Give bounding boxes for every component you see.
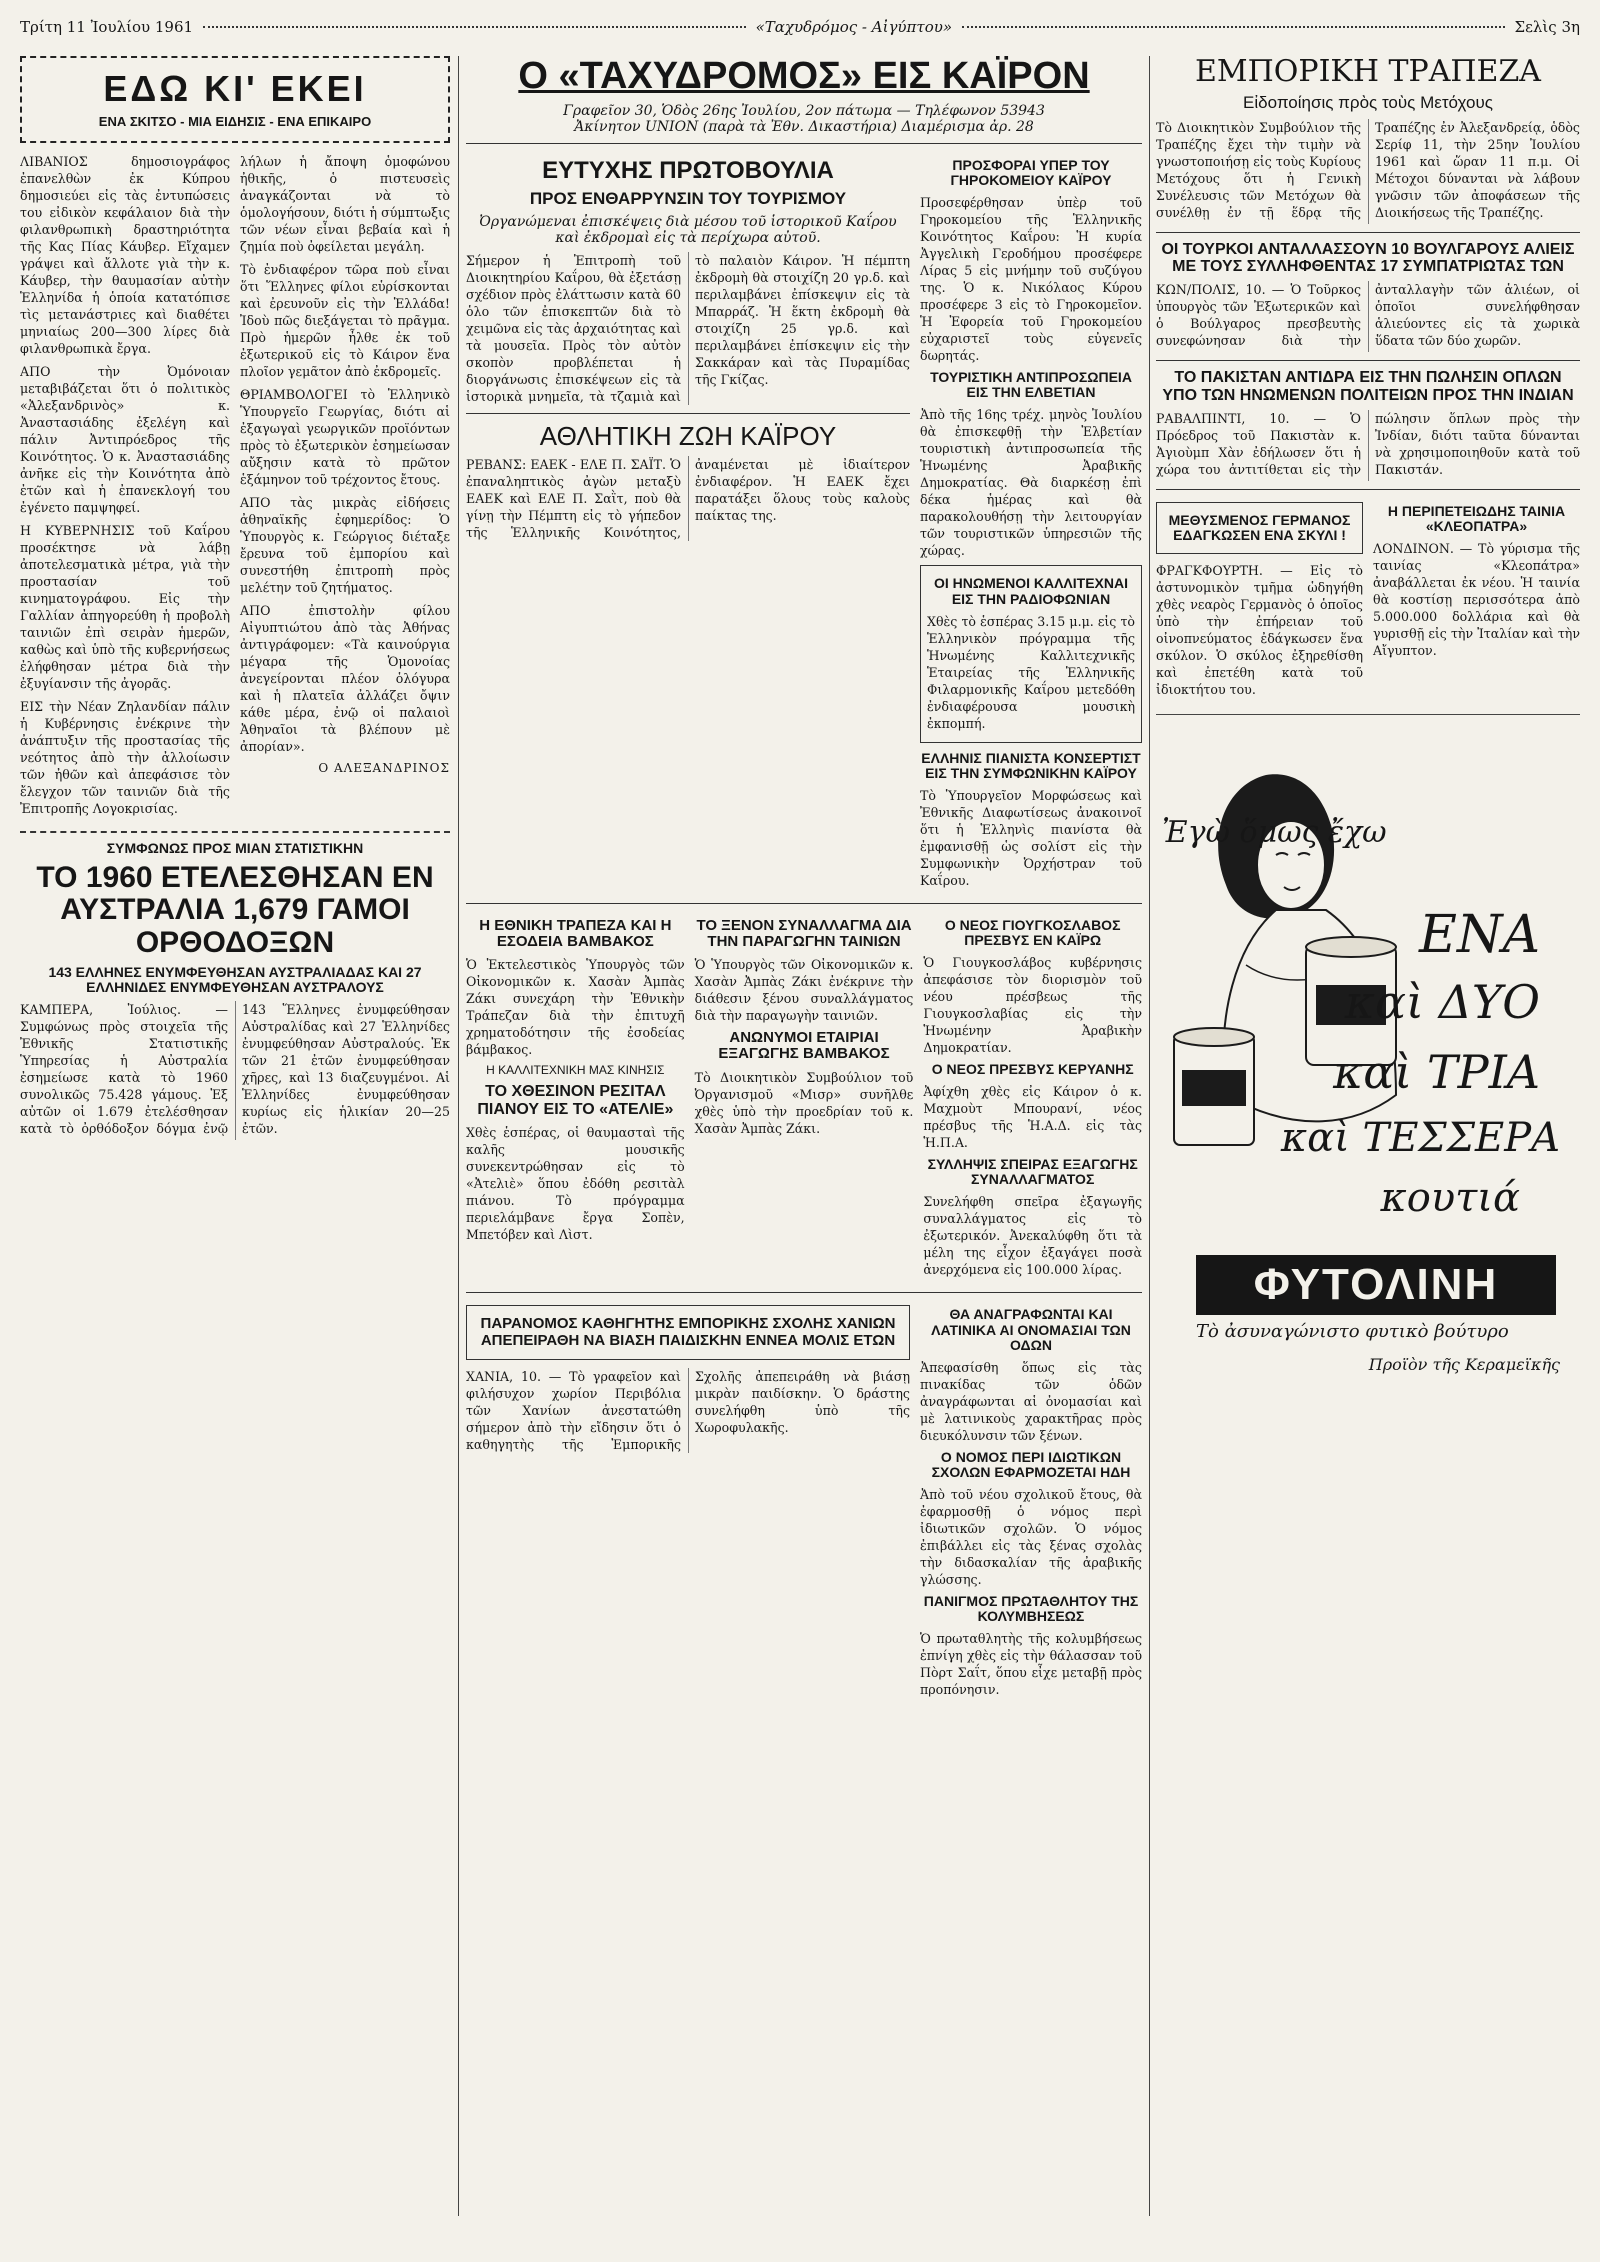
article-headline: ΠΑΡΑΝΟΜΟΣ ΚΑΘΗΓΗΤΗΣ ΕΜΠΟΡΙΚΗΣ ΣΧΟΛΗΣ ΧΑΝΙΩΝ ΑΠΕΠΕΙΡΑΘΗ ΝΑ ΒΙΑΣΗ ΠΑΙΔΙΣΚΗΝ ΕΝΝΕΑ ΜΟΛΙΣ ΕΤΩΝ <box>480 1315 896 1349</box>
paragraph: Τὸ Διοικητικὸν Συμβούλιον τῆς Τραπέζης ἔχει τὴν τιμὴν νὰ γνωστοποιήσῃ εἰς τοὺς Κυρίους Μετόχους ὅτι ἡ Γενικὴ Συνέλευσις τῶν Μετόχων θὰ συνέλθῃ ἐν τῇ ἕδρᾳ τῆς Τραπέζης ἐν Ἀλεξανδρείᾳ, ὁδὸς Σερίφ 11, τὴν 25ην Ἰουλίου 1961 καὶ ὥραν 11 π.μ. Οἱ Μέτοχοι δύνανται νὰ λάβουν γνῶσιν τῶν ἀποφάσεων τῆς Διοικήσεως τῆς Τραπέζης. <box>1156 119 1580 220</box>
article-headline: ΕΥΤΥΧΗΣ ΠΡΩΤΟΒΟΥΛΙΑ <box>542 157 834 185</box>
paragraph: Ὁ πρωταθλητὴς τῆς κολυμβήσεως ἐπνίγη χθὲς εἰς τὴν θάλασσαν τοῦ Πὸρτ Σαΐτ, ὅπου εἶχε μεταβῇ πρὸς προπόνησιν. <box>920 1631 1142 1698</box>
paragraph: Η ΚΥΒΕΡΝΗΣΙΣ τοῦ Καΐρου προσέκτησε νὰ λάβῃ ἀποτελεσματικὰ μέτρα, γιὰ τὴν προστασίαν τοῦ κινηματογράφου. Εἰς τὴν Γαλλίαν ἀπηγορεύθη ἡ προβολὴ ταινιῶν ἐπὶ σειρὰν ἡμερῶν, καθὼς καὶ ὑπὸ τῆς κυβερνήσεως ἐλήφθησαν μέτρα διὰ τὴν ἐξυγίανσιν τῆς ἀγορᾶς. <box>20 522 230 691</box>
article-headline: ΠΡΟΣΦΟΡΑΙ ΥΠΕΡ ΤΟΥ ΓΗΡΟΚΟΜΕΙΟΥ ΚΑΪΡΟΥ <box>950 157 1112 189</box>
bank-notice-subtitle: Εἰδοποίησις πρὸς τοὺς Μετόχους <box>1243 93 1493 113</box>
paragraph: ΑΠΟ τὴν Ὀμόνοιαν μεταβιβάζεται ὅτι ὁ πολιτικὸς «Ἀλεξανδρινὸς» κ. Ἀναστασιάδης ἐξελέγη καὶ πάλιν Ἀντιπρόεδρος τῆς Κοινότητος. Ὁ κ. Ἀναστασιάδης ἀνῆκε εἰς τὴν Κοινότητα ἀπὸ ἐτῶν καὶ ἡ ἐπανεκλογή του ἐγένετο παμψηφεί. <box>20 363 230 515</box>
ad-line: καὶ ΔΥΟ <box>1344 975 1540 1030</box>
bank-notice-title: ΕΜΠΟΡΙΚΗ ΤΡΑΠΕΖΑ <box>1195 56 1541 89</box>
column-box-here-and-there <box>20 56 450 143</box>
phytoline-advertisement <box>1156 714 1580 1415</box>
article-deck: Ὀργανώμεναι ἐπισκέψεις διὰ μέσου τοῦ ἱστορικοῦ Καΐρου καὶ ἐκδρομαὶ εἰς τὰ περίχωρα αὐτοῦ. <box>479 214 897 247</box>
divider <box>466 413 910 414</box>
newspaper-page <box>20 14 1580 2224</box>
masthead-rule <box>203 26 746 28</box>
office-line-2: Ἀκίνητον UNION (παρὰ τὰ Ἐθν. Δικαστήρια) Διαμέρισμα ἀρ. 28 <box>574 119 1034 136</box>
divider <box>466 143 1142 144</box>
article-subheadline: ΠΡΟΣ ΕΝΘΑΡΡΥΝΣΙΝ ΤΟΥ ΤΟΥΡΙΣΜΟΥ <box>529 188 847 208</box>
box-title: ΕΔΩ ΚΙ' ΕΚΕΙ <box>103 68 367 109</box>
article-headline: ΠΑΝΙΓΜΟΣ ΠΡΩΤΑΘΛΗΤΟΥ ΤΗΣ ΚΟΛΥΜΒΗΣΕΩΣ <box>923 1593 1139 1625</box>
divider <box>1156 360 1580 361</box>
column-divider <box>458 56 459 2216</box>
divider <box>20 831 450 833</box>
stats-subheadline: 143 ΕΛΛΗΝΕΣ ΕΝΥΜΦΕΥΘΗΣΑΝ ΑΥΣΤΡΑΛΙΑΔΑΣ ΚΑΙ 27 ΕΛΛΗΝΙΔΕΣ ΕΝΥΜΦΕΥΘΗΣΑΝ ΑΥΣΤΡΑΛΟΥΣ <box>48 964 422 996</box>
column-box-body <box>20 153 450 823</box>
paragraph: ΚΩΝ/ΠΟΛΙΣ, 10. — Ὁ Τοῦρκος ὑπουργὸς τῶν Ἐξωτερικῶν καὶ ὁ Βούλγαρος πρεσβευτὴς συνεφώνησαν διὰ τὴν ἀνταλλαγὴν τῶν ἁλιέων, οἱ ὁποῖοι συνελήφθησαν ἁλιεύοντες εἰς τὰ χωρικὰ ὕδατα τῶν δύο χωρῶν. <box>1156 282 1580 349</box>
newspaper-name: «Ταχυδρόμος - Αἰγύπτου» <box>755 18 953 36</box>
column-right <box>1156 56 1580 2216</box>
tourism-row <box>466 152 1142 895</box>
column-center <box>466 56 1142 2216</box>
paragraph: Ὁ Ὑπουργὸς τῶν Οἰκονομικῶν κ. Χασὰν Ἀμπὰς Ζάκι ἐνέκρινε τὴν διάθεσιν ξένου συναλλάγματος διὰ τὴν παραγωγὴν ταινιῶν. <box>694 957 914 1024</box>
divider <box>466 1292 1142 1293</box>
issue-date: Τρίτη 11 Ἰουλίου 1961 <box>20 18 194 36</box>
economy-row <box>466 912 1142 1285</box>
article-headline: ΑΝΩΝΥΜΟΙ ΕΤΑΙΡΙΑΙ ΕΞΑΓΩΓΗΣ ΒΑΜΒΑΚΟΣ <box>718 1029 890 1063</box>
divider <box>466 903 1142 904</box>
article-headline: ΣΥΛΛΗΨΙΣ ΣΠΕΙΡΑΣ ΕΞΑΓΩΓΗΣ ΣΥΝΑΛΛΑΓΜΑΤΟΣ <box>927 1156 1138 1188</box>
article-headline: Ο ΝΕΟΣ ΓΙΟΥΓΚΟΣΛΑΒΟΣ ΠΡΕΣΒΥΣ ΕΝ ΚΑΪΡΩ <box>944 916 1121 949</box>
divider <box>1156 489 1580 490</box>
paragraph: ΘΡΙΑΜΒΟΛΟΓΕΙ τὸ Ἑλληνικὸ Ὑπουργεῖο Γεωργίας, διότι αἱ ἐξαγωγαὶ γεωργικῶν προϊόντων πρὸς τὸ ἐξωτερικὸν ἐσημείωσαν αὔξησιν κατὰ τὸ πρῶτον ἑξάμηνον τοῦ τρέχοντος ἔτους. <box>240 386 450 487</box>
paragraph: ΦΡΑΓΚΦΟΥΡΤΗ. — Εἰς τὸ ἀστυνομικὸν τμῆμα ὡδηγήθη χθὲς νεαρὸς Γερμανὸς ὁ ὁποῖος ὑπὸ τὴν ἐπήρειαν τοῦ οἰνοπνεύματος ἐδάγκωσεν ἕνα σκύλον. Ὁ σκύλος ἐξηρεθίσθη καὶ ἐπετέθη κατὰ τοῦ ἰδιοκτήτου του. <box>1156 563 1363 698</box>
paragraph: Ἀπὸ τῆς 16ης τρέχ. μηνὸς Ἰουλίου θὰ ἐπισκεφθῇ τὴν Ἐλβετίαν τουριστικὴ ἀντιπροσωπεία τῆς Ἡνωμένης Ἀραβικῆς Δημοκρατίας. Θὰ διαρκέσῃ ἐπὶ δέκα ἡμέρας καὶ θὰ παρακολουθήσῃ τὴν λειτουργίαν τῶν τουριστικῶν ὑπηρεσιῶν τῆς χώρας. <box>920 407 1142 559</box>
ad-brand: ΦΥΤΟΛΙΝΗ <box>1196 1255 1556 1315</box>
column-divider <box>1149 56 1150 2216</box>
paragraph: ΧΑΝΙΑ, 10. — Τὸ γραφεῖον καὶ φιλήσυχον χωρίον Περιβόλια τῶν Χανίων ἀνεστατώθη σήμερον ἀπὸ τὴν εἴδησιν ὅτι ὁ καθηγητὴς τῆς Ἐμπορικῆς Σχολῆς ἀπεπειράθη νὰ βιάσῃ μικρὰν παιδίσκην. Ὁ δράστης συνελήφθη ὑπὸ τῆς Χωροφυλακῆς. <box>466 1368 910 1452</box>
paragraph: Ἀπὸ τοῦ νέου σχολικοῦ ἔτους, θὰ ἐφαρμοσθῇ ὁ νόμος περὶ ἰδιωτικῶν σχολῶν. Ὁ νόμος ἐπιβάλλει εἰς τὰς ξένας σχολὰς τὴν διδασκαλίαν τῆς ἀραβικῆς γλώσσης. <box>920 1487 1142 1587</box>
article-headline: Η ΕΘΝΙΚΗ ΤΡΑΠΕΖΑ ΚΑΙ Η ΕΣΟΔΕΙΑ ΒΑΜΒΑΚΟΣ <box>479 916 672 951</box>
article-headline: ΤΟ ΧΘΕΣΙΝΟΝ ΡΕΣΙΤΑΛ ΠΙΑΝΟΥ ΕΙΣ ΤΟ «ΑΤΕΛΙΕ» <box>477 1083 674 1118</box>
paragraph: ΛΙΒΑΝΙΟΣ δημοσιογράφος ἐπανελθὼν ἐκ Κύπρου δημοσιεύει εἰς τὰς ἐντυπώσεις του εἰδικὸν κεφάλαιον διὰ τὴν φιλανθρωπικὴ δραστηριότητα τῆς Κας Πίας Κάυβερ. Εἴχαμεν γράψει καὶ ἄλλοτε γιὰ τὴν κ. Κάυβερ, τὴν θαυμασίαν αὐτὴν Ἑλληνίδα ἡ ὁποία κατατόπισε τὶς μετανάστριες καὶ διαθέτει μηνιαίως 200—300 λίρες διὰ φιλανθρωπικὰ ἔργα. <box>20 153 230 356</box>
paragraph: Συνελήφθη σπεῖρα ἐξαγωγῆς συναλλάγματος εἰς τὸ ἐξωτερικόν. Ἀνεκαλύφθη ὅτι τὰ μέλη της εἶχον ἐξαγάγει ποσὰ ἀνερχόμενα εἰς 100.000 λίρας. <box>923 1194 1142 1278</box>
paragraph: Ἀπεφασίσθη ὅπως εἰς τὰς πινακίδας τῶν ὁδῶν ἀναγράφωνται αἱ ὀνομασίαι καὶ μὲ λατινικοὺς χαρακτῆρας πρὸς διευκόλυνσιν τῶν ξένων. <box>920 1359 1142 1443</box>
article-kicker: Η ΚΑΛΛΙΤΕΧΝΙΚΗ ΜΑΣ ΚΙΝΗΣΙΣ <box>486 1063 665 1078</box>
column-left <box>20 56 450 2216</box>
paragraph: ΚΑΜΠΕΡΑ, Ἰούλιος. — Συμφώνως πρὸς στοιχεῖα τῆς Ἐθνικῆς Στατιστικῆς Ὑπηρεσίας ἡ Αὐστραλία ἐσημείωσε κατὰ τὸ 1960 συνολικῶς 75.428 γάμους. Ἐξ αὐτῶν οἱ 1.679 ἐτελέσθησαν κατὰ τὸ ὀρθόδοξον δόγμα ἐνῷ 143 Ἕλληνες ἐνυμφεύθησαν Αὐστραλίδας καὶ 27 Ἑλληνίδες ἐνυμφεύθησαν Αὐστραλούς. Ἐκ τῶν 21 ἐτῶν ἐνυμφεύθησαν χῆρες, καὶ 13 διαζευγμένοι. Αἱ Ἑλληνίδες ἐνυμφεύθησαν κυρίως εἰς ἡλικίαν 20—25 ἐτῶν. <box>20 1002 450 1137</box>
paragraph: Τὸ Ὑπουργεῖον Μορφώσεως καὶ Ἐθνικῆς Διαφωτίσεως ἀνακοινοῖ ὅτι ἡ Ἑλληνὶς πιανίστα θὰ ἐμφανισθῇ ὡς σολίστ εἰς τὴν Συμφωνικὴν Ὀρχήστραν τοῦ Καΐρου. <box>920 787 1142 888</box>
article-headline: ΜΕΘΥΣΜΕΝΟΣ ΓΕΡΜΑΝΟΣ ΕΔΑΓΚΩΣΕΝ ΕΝΑ ΣΚΥΛΙ ! <box>1168 511 1351 543</box>
article-headline: ΘΑ ΑΝΑΓΡΑΦΩΝΤΑΙ ΚΑΙ ΛΑΤΙΝΙΚΑ ΑΙ ΟΝΟΜΑΣΙΑΙ ΤΩΝ ΟΔΩΝ <box>931 1306 1131 1353</box>
paragraph: ΛΟΝΔΙΝΟΝ. — Τὸ γύρισμα τῆς ταινίας «Κλεοπάτρα» ἀναβάλλεται ἐκ νέου. Ἡ ταινία θὰ κοστίσῃ περισσότερα ἀπὸ 5.000.000 δολλάρια καὶ θὰ γυρισθῇ εἰς τὴν Ἰταλίαν καὶ τὴν Αἴγυπτον. <box>1373 541 1580 659</box>
paragraph: Προσεφέρθησαν ὑπὲρ τοῦ Γηροκομείου τῆς Ἑλληνικῆς Κοινότητος Καΐρου: Ἡ κυρία Ἀγγελικὴ Γεροδήμου προσέφερε Λίρας 5 εἰς μνήμην τοῦ συζύγου της. Ὁ κ. Νικόλαος Κύρου προσέφερε 3 εἰς τὸ Γηροκομεῖον. Ἡ Ἐφορεία τοῦ Γηροκομείου εὐχαριστεῖ τοὺς εὐγενεῖς δωρητάς. <box>920 195 1142 364</box>
ad-line: Ἐγὼ ὅμως ἔχω <box>1162 815 1387 851</box>
paragraph: Τὸ ἐνδιαφέρον τῶρα ποὺ εἶναι ὅτι Ἕλληνες φίλοι εὑρίσκονται καὶ ἐρευνοῦν εἰς τὴν Ἑλλάδα! Ἰδοὺ πῶς διεξάγεται τὸ πρᾶγμα. Πρὸ ἡμερῶν ἦλθε ἐκ τοῦ ἐξωτερικοῦ εἰς τὸ Κάιρον ἕνα πλοῖον γεμᾶτον ἀπὸ ἐκδρομεῖς. <box>240 261 450 379</box>
ad-line: καὶ ΤΕΣΣΕΡΑ <box>1280 1115 1560 1162</box>
page-number: Σελὶς 3η <box>1514 18 1580 36</box>
paragraph: Χθὲς τὸ ἑσπέρας 3.15 μ.μ. εἰς τὸ Ἑλληνικὸν πρόγραμμα τῆς Ἡνωμένης Καλλιτεχνικῆς Ἑταιρείας τῆς Ἑλληνικῆς Φιλαρμονικῆς Καΐρου μετεδόθη ἐνδιαφέρουσα μουσικὴ ἐκπομπή. <box>927 613 1135 731</box>
article-headline: ΤΟΥΡΙΣΤΙΚΗ ΑΝΤΙΠΡΟΣΩΠΕΙΑ ΕΙΣ ΤΗΝ ΕΛΒΕΤΙΑΝ <box>930 369 1132 401</box>
divider <box>1156 232 1580 233</box>
article-headline: Ο ΝΟΜΟΣ ΠΕΡΙ ΙΔΙΩΤΙΚΩΝ ΣΧΟΛΩΝ ΕΦΑΡΜΟΖΕΤΑΙ ΗΔΗ <box>931 1448 1131 1480</box>
paragraph: ΕΙΣ τὴν Νέαν Ζηλανδίαν πάλιν ἡ Κυβέρνησις ἐνέκρινε τὴν ἀνάπτυξιν τῆς προστασίας τῆς νεότητος ἀπὸ τὴν ἀλλοίωσιν τῶν ἠθῶν καὶ ἀπεφάσισε τὸν ἔλεγχον τῶν ταινιῶν διὰ τῆς Ἐπιτροπῆς Λογοκρισίας. <box>20 698 230 816</box>
paragraph: Ὁ Ἐκτελεστικὸς Ὑπουργὸς τῶν Οἰκονομικῶν κ. Χασὰν Ἀμπὰς Ζάκι συνεχάρη τὴν Ἐθνικὴν Τράπεζαν διὰ τὴν ἐπιτυχῆ χρηματοδότησιν τῆς ἐσοδείας βάμβακος. <box>466 957 685 1058</box>
paragraph: λήλων ἡ ἄποψη ὁμοφώνου ἠθικῆς, ὁ πιστευσεὶς ἀναγκάζονται νὰ τὸ ὁμολογήσουν, διότι ἡ σύμπτωξις τῶν νέων εἶναι βεβαία καὶ ἡ ζημία ποὺ ὀφείλεται μεγάλη. <box>240 153 450 254</box>
article-headline: ΕΛΛΗΝΙΣ ΠΙΑΝΙΣΤΑ ΚΟΝΣΕΡΤΙΣΤ ΕΙΣ ΤΗΝ ΣΥΜΦΩΝΙΚΗΝ ΚΑΪΡΟΥ <box>921 749 1141 781</box>
paragraph: ΑΠΟ ἐπιστολὴν φίλου Αἰγυπτιώτου ἀπὸ τὰς Ἀθήνας ἀντιγράφομεν: «Τὰ καινούργια μέγαρα τῆς Ὁμονοίας ἀνεγείρονται πλέον ὁλόγυρα καὶ ἡ πλατεῖα ἀλλάζει ὄψιν κάθε μέρα, ἐνῷ οἱ παλαιοὶ Ἀθηναῖοι τὰ βλέπουν μὲ ἀπορίαν». <box>240 602 450 754</box>
article-headline: Η ΠΕΡΙΠΕΤΕΙΩΔΗΣ ΤΑΙΝΙΑ «ΚΛΕΟΠΑΤΡΑ» <box>1387 502 1566 534</box>
ad-tagline: Τὸ ἀσυναγώνιστο φυτικὸ βούτυρο <box>1196 1321 1509 1343</box>
ad-line: κουτιά <box>1380 1175 1520 1222</box>
paragraph: Ἀφίχθη χθὲς εἰς Κάιρον ὁ κ. Μαχμοὺτ Μπουρανί, νέος πρέσβυς τῆς Ἡ.Α.Δ. εἰς τὰς Ἡ.Π.Α. <box>923 1084 1142 1151</box>
byline: Ο ΑΛΕΞΑΝΔΡΙΝΟΣ <box>318 760 450 775</box>
article-headline: ΤΟ ΠΑΚΙΣΤΑΝ ΑΝΤΙΔΡΑ ΕΙΣ ΤΗΝ ΠΩΛΗΣΙΝ ΟΠΛΩΝ ΥΠΟ ΤΩΝ ΗΝΩΜΕΝΩΝ ΠΟΛΙΤΕΙΩΝ ΠΡΟΣ ΤΗΝ ΙΝΔΙΑΝ <box>1162 369 1574 404</box>
ad-product-line: Προϊὸν τῆς Κεραμεϊκῆς <box>1368 1355 1560 1375</box>
paragraph: Χθὲς ἑσπέρας, οἱ θαυμασταὶ τῆς καλῆς μουσικῆς συνεκεντρώθησαν εἰς τὸ «Ἀτελιὲ» ὅπου ἐδόθη ρεσιτὰλ πιάνου. Τὸ πρόγραμμα περιελάμβανε ἔργα Σοπὲν, Μπετόβεν καὶ Λὶστ. <box>466 1124 685 1242</box>
ad-line: καὶ ΤΡΙΑ <box>1333 1045 1540 1100</box>
article-headline: ΑΘΛΗΤΙΚΗ ΖΩΗ ΚΑΪΡΟΥ <box>539 421 837 452</box>
masthead-rule <box>962 26 1505 28</box>
article-headline: ΟΙ ΗΝΩΜΕΝΟΙ ΚΑΛΛΙΤΕΧΝΑΙ ΕΙΣ ΤΗΝ ΡΑΔΙΟΦΩΝΙΑΝ <box>933 575 1129 607</box>
center-masthead: Ο «ΤΑΧΥΔΡΟΜΟΣ» ΕΙΣ ΚΑΪΡΟΝ <box>518 56 1090 97</box>
briefs-row <box>1156 498 1580 704</box>
article-headline: ΟΙ ΤΟΥΡΚΟΙ ΑΝΤΑΛΛΑΣΣΟΥΝ 10 ΒΟΥΛΓΑΡΟΥΣ ΑΛΙΕΙΣ ΜΕ ΤΟΥΣ ΣΥΛΛΗΦΘΕΝΤΑΣ 17 ΣΥΜΠΑΤΡΙΩΤΑΣ ΤΩΝ <box>1161 240 1575 276</box>
paragraph: Ὁ Γιουγκοσλάβος κυβέρνησις ἀπεφάσισε τὸν διορισμὸν τοῦ νέου πρέσβεως τῆς Γιουγκοσλαβίας εἰς τὴν Ἡνωμένην Ἀραβικὴν Δημοκρατίαν. <box>923 955 1142 1056</box>
paragraph: Σήμερον ἡ Ἐπιτροπὴ τοῦ Διοικητηρίου Καΐρου, θὰ ἐξετάσῃ σχέδιον πρὸς ἐλάττωσιν κατὰ 60 ὁλο τῶν ἐπισκεπτῶν διὰ τὸ χειμῶνα εἰς τὰς ἀρχαιότητας καὶ τὰ μουσεῖα. Πρὸς τὸν αὐτὸν σκοπὸν προβλέπεται ἡ διοργάνωσις ἐπισκέψεων εἰς τὰ ἱστορικὰ μνημεῖα, τὰ τζαμιὰ καὶ τὸ παλαιὸν Κάιρον. Ἡ πέμπτη ἐκδρομὴ θὰ στοιχίζη 20 γρ.δ. καὶ περιλαμβάνει ἐπίσκεψιν εἰς τὰ Μπαρράζ. Ἡ ἕκτη ἐκδρομὴ θὰ στοιχίζη 25 γρ.δ. καὶ περιλαμβάνει ἐπίσκεψιν εἰς τὴν Σακκάραν καὶ τὰς Πυραμίδας τῆς Γκίζας. <box>466 253 910 405</box>
article-headline: Ο ΝΕΟΣ ΠΡΕΣΒΥΣ ΚΕΡΥΑΝΗΣ <box>931 1061 1134 1078</box>
ad-line: ΕΝΑ <box>1418 905 1540 966</box>
paragraph: Τὸ Διοικητικὸν Συμβούλιον τοῦ Ὀργανισμοῦ «Μισρ» συνῆλθε χθὲς ὑπὸ τὴν προεδρίαν τοῦ κ. Χασὰν Ἀμπὰς Ζάκι. <box>694 1069 914 1136</box>
paragraph: ΑΠΟ τὰς μικρὰς εἰδήσεις ἀθηναϊκῆς ἐφημερίδος: Ὁ Ὑπουργὸς κ. Γεώργιος διέταξε ἔρευνα τοῦ ἐμπορίου καὶ συνεστήθη ἐπιτροπὴ πρὸς μελέτην τοῦ ζητήματος. <box>240 494 450 595</box>
stats-kicker: ΣΥΜΦΩΝΩΣ ΠΡΟΣ ΜΙΑΝ ΣΤΑΤΙΣΤΙΚΗΝ <box>106 839 364 856</box>
box-subtitle: ΕΝΑ ΣΚΙΤΣΟ - ΜΙΑ ΕΙΔΗΣΙΣ - ΕΝΑ ΕΠΙΚΑΙΡΟ <box>98 113 372 129</box>
paragraph: ΡΑΒΑΛΠΙΝΤΙ, 10. — Ὁ Πρόεδρος τοῦ Πακιστὰν κ. Ἀγιοὺμπ Χὰν ἐδήλωσεν ὅτι ἡ χώρα του ἀντιτίθεται εἰς τὴν πώλησιν ὅπλων πρὸς τὴν Ἰνδίαν, διότι ταῦτα δύνανται νὰ χρησιμοποιηθοῦν κατὰ τοῦ Πακιστάν. <box>1156 410 1580 477</box>
article-headline: ΤΟ ΞΕΝΟΝ ΣΥΝΑΛΛΑΓΜΑ ΔΙΑ ΤΗΝ ΠΑΡΑΓΩΓΗΝ ΤΑΙΝΙΩΝ <box>696 916 912 951</box>
paragraph: ΡΕΒΑΝΣ: ΕΑΕΚ - ΕΛΕ Π. ΣΑΪΤ. Ὁ ἐπαναληπτικὸς ἀγὼν μεταξὺ ΕΑΕΚ καὶ ΕΛΕ Π. Σαῒτ, ποὺ θὰ γίνῃ τὴν Πέμπτη εἰς τὸ γήπεδον τῆς Ἑλληνικῆς Κοινότητος, ἀναμένεται μὲ ἰδιαίτερον ἐνδιαφέρον. Ἡ ΕΑΕΚ ἔχει παρατάξει ὅλους τοὺς καλοὺς παίκτας της. <box>466 457 910 541</box>
masthead <box>20 14 1580 40</box>
stats-headline: ΤΟ 1960 ΕΤΕΛΕΣΘΗΣΑΝ ΕΝ ΑΥΣΤΡΑΛΙΑ 1,679 ΓΑΜΟΙ ΟΡΘΟΔΟΞΩΝ <box>36 861 434 959</box>
bottom-row <box>466 1301 1142 1704</box>
office-line-1: Γραφεῖον 30, Ὁδὸς 26ης Ἰουλίου, 2ον πάτωμα — Τηλέφωνον 53943 <box>563 103 1045 120</box>
